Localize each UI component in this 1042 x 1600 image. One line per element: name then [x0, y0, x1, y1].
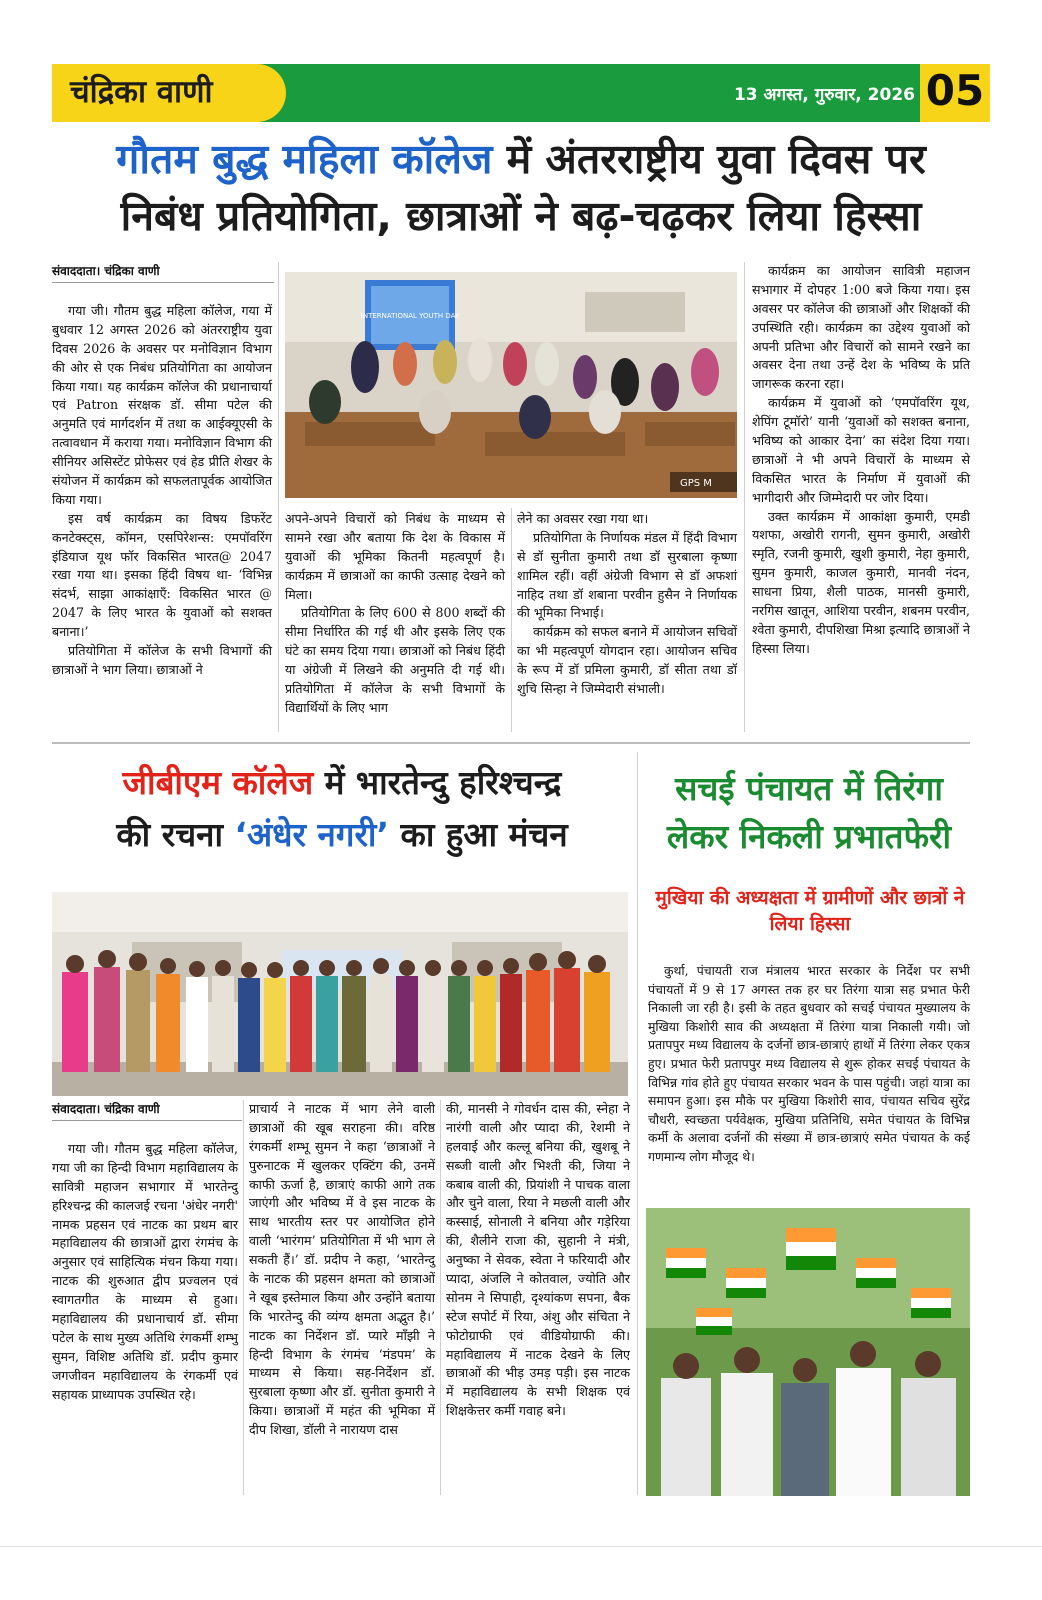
story1-col4-para: कार्यक्रम का आयोजन सावित्री महाजन सभागार में दोपहर 1:00 बजे किया गया। इस अवसर पर कॉलेज की छात्राओं और शिक्षकों की उपस्थिति रही। कार्यक्रम का उद्देश्य युवाओं को अपनी प्रतिभा और विचारों को सामने रखने का अवसर देना तथा उन्हें देश के भविष्य के प्रति जागरूक करना रहा।	[752, 263, 970, 392]
story2-headline-line2a: की रचना	[116, 814, 235, 854]
page-number: 05	[925, 66, 985, 115]
story2-col3-para: की, मानसी ने गोवर्धन दास की, स्नेहा ने नारंगी वाली और प्यादा की, रेशमी ने हलवाई और कल्लू बनिया की, खुशबू ने सब्जी वाली और भिश्ती की, जिया ने कबाब वाली की, प्रियांशी ने पाचक वाला और चुने वाला, रिया ने मछली वाली और कस्साई, सोनाली ने बनिया और गड़ेरिया की, शैलीने राजा की, सुहानी ने मंत्री, अनुष्का ने सेवक, स्वेता ने फरियादी और प्यादा, अंजलि ने कोतवाल, ज्योति और सोनम ने सिपाही, दृश्यांकण सपना, बैक स्टेज सपोर्ट में रिया, अंशु और संचिता ने फोटोग्राफी एवं वीडियोग्राफी की। महाविद्यालय में नाटक देखने के लिए छात्राओं की भीड़ उमड़ पड़ी। इस नाटक में महाविद्यालय के सभी शिक्षक एवं शिक्षकेत्तर कर्मी गवाह बने।	[446, 1101, 630, 1419]
story1-column-4	[752, 262, 970, 659]
gps-overlay-text: GPS M	[680, 478, 712, 489]
story2-photo	[52, 892, 628, 1096]
story2-headline-highlight: जीबीएम कॉलेज	[122, 763, 314, 802]
story1-column-1	[52, 302, 272, 680]
story1-col2-para: अपने-अपने विचारों को निबंध के माध्यम से सामने रखा और बताया कि देश के विकास में युवाओं की भूमिका कितनी महत्वपूर्ण है। कार्यक्रम में छात्राओं का काफी उत्साह देखने को मिला।	[285, 511, 505, 602]
page-bottom-rule	[0, 1546, 1042, 1547]
story1-col3-para: प्रतियोगिता के निर्णायक मंडल में हिंदी विभाग से डॉ सुनीता कुमारी तथा डॉ सुरबाला कृष्णा शामिल रहीं। वहीं अंग्रेजी विभाग से डॉ अफशां नाहिद तथा डॉ शबाना परवीन हुसैन ने निर्णायक की भूमिका निभाई।	[517, 529, 737, 621]
story1-col4-para: उक्त कार्यक्रम में आकांक्षा कुमारी, एमडी यशफा, अखोरी रागनी, सुमन कुमारी, अखोरी स्मृति, रजनी कुमारी, खुशी कुमारी, नेहा कुमारी, सुमन कुमारी, काजल कुमारी, मानवी नंदन, साधना प्रिया, शैली पाठक, मानसी कुमारी, नरगिस खातून, आशिया परवीन, शबनम परवीन, श्वेता कुमारी, दीपशिखा मिश्रा इत्यादि छात्राओं ने हिस्सा लिया।	[752, 508, 970, 656]
story1-headline-line2: निबंध प्रतियोगिता, छात्राओं ने बढ़-चढ़कर लिया हिस्सा	[120, 192, 922, 241]
story3-subhead: मुखिया की अध्यक्षता में ग्रामीणों और छात्रों ने लिया हिस्सा	[655, 887, 965, 935]
story2-col2-para: प्राचार्य ने नाटक में भाग लेने वाली छात्राओं की खूब सराहना की। वरिष्ठ रंगकर्मी शम्भू सुमन ने कहा ‘छात्राओं ने पुरुनाटक में खुलकर एक्टिंग की, उनमें काफी ऊर्जा है, छात्राएं काफी आगे तक जाएंगी और भविष्य में वे इस नाटक के साथ भारतीय स्तर पर आयोजित होने वाली ‘भारंगम’ प्रतियोगिता में भी भाग ले सकती हैं।’ डॉ. प्रदीप ने कहा, ‘भारतेन्दु के नाटक की प्रहसन क्षमता को छात्राओं ने खूब इस्तेमाल किया और उन्होंने बताया कि भारतेन्दु की व्यंग्य क्षमता अद्भुत है।’ नाटक का निर्देशन डॉ. प्यारे माँझी ने हिन्दी विभाग के रंगमंच ‘मंडपम’ के माध्यम से किया। सह-निर्देशन डॉ. सुरबाला कृष्णा और डॉ. सुनीता कुमारी ने किया। छात्राओं में महंत की भूमिका में दीप शिखा, डॉली ने नारायण दास	[249, 1101, 435, 1438]
masthead: चंद्रिका वाणी	[70, 74, 213, 110]
story1-photo	[285, 272, 737, 498]
story2-column-2	[249, 1100, 435, 1440]
story1-col2-para: प्रतियोगिता के लिए 600 से 800 शब्दों की सीमा निर्धारित की गई थी और इसके लिए एक घंटे का समय दिया गया। छात्राओं को निबंध हिंदी या अंग्रेजी में लिखने की अनुमति दी गई थी। प्रतियोगिता में कॉलेज के सभी विभागों के विद्यार्थियों के लिए भाग	[285, 605, 505, 715]
story1-byline: संवाददाता। चंद्रिका वाणी	[52, 262, 274, 283]
classroom-photo	[285, 272, 737, 498]
story1-headline-rest: में अंतरराष्ट्रीय युवा दिवस पर	[492, 135, 926, 183]
story1-col1-para: गया जी। गौतम बुद्ध महिला कॉलेज, गया में बुधवार 12 अगस्त 2026 को अंतरराष्ट्रीय युवा दिवस 2026 के अवसर पर मनोविज्ञान विभाग की ओर से एक निबंध प्रतियोगिता का आयोजन किया गया। यह कार्यक्रम कॉलेज की प्रधानाचार्या एवं Patron संरक्षक डॉ. सीमा पटेल की अनुमति एवं मार्गदर्शन में तथा क आईक्यूएसी के तत्वावधान में कराया गया। मनोविज्ञान विभाग की सीनियर असिस्टेंट प्रोफेसर एवं हेड प्रीति शेखर के संयोजन में कार्यक्रम को सफलतापूर्वक आयोजित किया गया।	[52, 303, 272, 507]
banner-text: INTERNATIONAL YOUTH DAY	[360, 312, 460, 320]
story1-col4-para: कार्यक्रम में युवाओं को ‘एमपॉवरिंग यूथ, शेपिंग टूमॉरो’ यानी ‘युवाओं को सशक्त बनाना, भविष्य को आकार देना’ का संदेश दिया गया। छात्राओं ने भी अपने विचारों के माध्यम से विकसित भारत के निर्माण में युवाओं की भागीदारी और जिम्मेदारी पर जोर दिया।	[752, 395, 970, 505]
column-divider	[243, 1100, 244, 1495]
story3-headline-line1: सचई पंचायत में तिरंगा	[675, 769, 943, 808]
story1-column-2	[285, 510, 505, 718]
story2-headline-rest: में भारतेन्दु हरिश्चन्द्र	[313, 763, 562, 802]
rally-photo	[646, 1208, 970, 1496]
stage-group-photo	[52, 892, 628, 1096]
story3-body-para: कुर्था, पंचायती राज मंत्रालय भारत सरकार के निर्देश पर सभी पंचायतों में 9 से 17 अगस्त तक हर घर तिरंगा यात्रा सह प्रभात फेरी निकाली जा रही है। इसी के तहत बुधवार को सचई पंचायत मुख्यालय के मुखिया किशोरी साव की अध्यक्षता में तिरंगा यात्रा निकाली गयी। जो प्रतापपुर मध्य विद्यालय के दर्जनों छात्र-छात्राएं हाथों में तिरंगा लेकर एकत्र हुए। प्रभात फेरी प्रतापपुर मध्य विद्यालय से शुरू होकर सचई पंचायत के विभिन्न गांव होते हुए पंचायत सरकार भवन के पास पहुंची। जहां यात्रा का समापन हुआ। इस मौके पर मुखिया किशोरी साव, पंचायत सचिव सुरेंद्र चौधरी, स्वच्छता पर्यवेक्षक, मुखिया प्रतिनिधि, समेत पंचायत के विभिन्न कर्मी के अलावा दर्जनों की संख्या में छात्र-छात्राएं समेत पंचायत के कई गणमान्य लोग मौजूद थे।	[648, 963, 970, 1165]
story3-headline	[644, 770, 974, 856]
story2-column-3	[446, 1100, 630, 1421]
story2-col1-para: गया जी। गौतम बुद्ध महिला कॉलेज, गया जी का हिन्दी विभाग महाविद्यालय के सावित्री महाजन सभागार में भारतेन्दु हरिश्चन्द्र की कालजई रचना 'अंधेर नगरी' नामक प्रहसन एवं नाटक का प्रथम बार महाविद्यालय की छात्राओं द्वारा रंगमंच के अनुसार एवं साहित्यिक मंचन किया गया। नाटक की शुरुआत द्वीप प्रज्वलन एवं स्वागतगीत के माध्यम से हुआ। महाविद्यालय की प्रधानाचार्य डॉ. सीमा पटेल के साथ मुख्य अतिथि रंगकर्मी शम्भु सुमन, विशिष्ट अतिथि डॉ. प्रदीप कुमार जगजीवन महाविद्यालय के रंगकर्मी एवं सहायक प्राध्यापक उपस्थित रहे।	[52, 1141, 238, 1402]
column-divider	[440, 1100, 441, 1495]
story2-column-1	[52, 1140, 238, 1404]
story2-headline-line2b: का हुआ मंचन	[389, 814, 568, 854]
story1-headline	[56, 136, 986, 240]
issue-date: 13 अगस्त, गुरुवार, 2026	[733, 85, 915, 105]
story3-photo	[646, 1208, 970, 1496]
story2-headline-quote: ‘अंधेर नगरी’	[234, 814, 390, 854]
section-divider	[52, 742, 970, 744]
column-divider	[744, 262, 745, 732]
story1-column-3	[517, 510, 737, 699]
story3-body	[648, 962, 970, 1167]
story1-col3-para: लेने का अवसर रखा गया था।	[517, 511, 649, 526]
column-divider	[278, 262, 279, 732]
story1-col3-para: कार्यक्रम को सफल बनाने में आयोजन सचिवों का भी महत्वपूर्ण योगदान रहा। आयोजन सचिव के रूप में डॉ प्रमिला कुमारी, डॉ सीता तथा डॉ शुचि सिन्हा ने जिम्मेदारी संभाली।	[517, 624, 737, 697]
column-divider	[637, 752, 638, 1495]
story1-headline-highlight: गौतम बुद्ध महिला कॉलेज	[116, 135, 493, 183]
story2-headline	[52, 764, 632, 854]
story2-byline: संवाददाता। चंद्रिका वाणी	[52, 1100, 242, 1121]
story3-headline-line2: लेकर निकली प्रभातफेरी	[666, 816, 952, 856]
story1-col1-para: इस वर्ष कार्यक्रम का विषय डिफरेंट कनटेक्स्ट्स, कॉमन, एसपिरेशन्स: एमपॉवरिंग इंडियाज यूथ फॉर विकसित भारत@ 2047 रखा गया था। इसका हिंदी विषय था- ‘विभिन्न संदर्भ, साझा आकांक्षाएँ: विकसित भारत @ 2047 के लिए भारत के युवाओं को सशक्त बनाना।’	[52, 510, 272, 640]
column-divider	[511, 508, 512, 732]
story1-col1-para: प्रतियोगिता में कॉलेज के सभी विभागों की छात्राओं ने भाग लिया। छात्राओं ने	[52, 643, 272, 677]
